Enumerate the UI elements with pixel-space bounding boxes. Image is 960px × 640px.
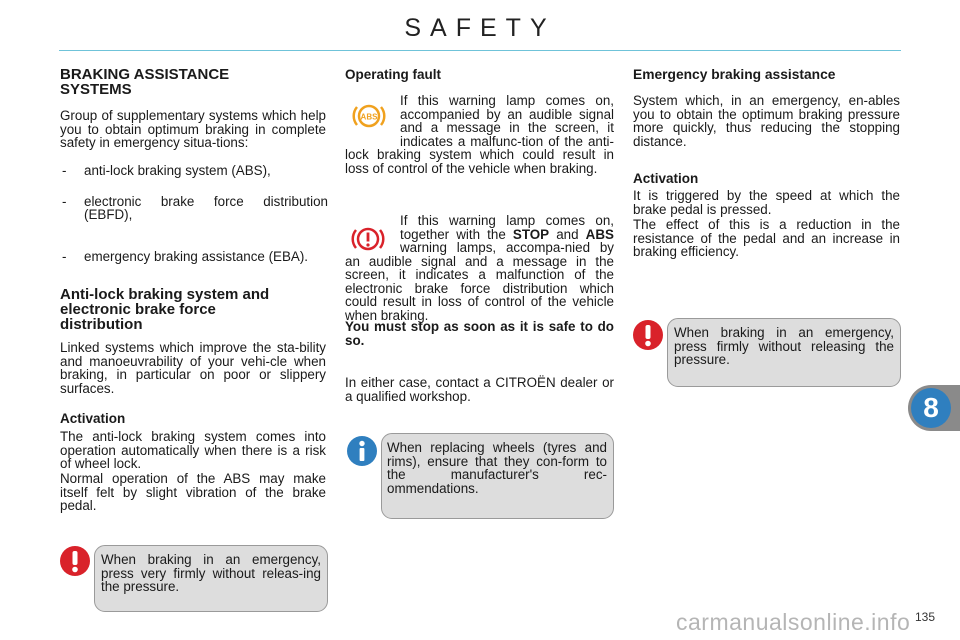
warning-icon (60, 546, 90, 576)
section-heading-emergency-braking: Emergency braking assistance (633, 67, 836, 82)
braking-assistance-intro: Group of supplementary systems which help you to obtain optimum braking in complete safety in emergency situa-tions: (60, 108, 326, 150)
emergency-braking-warning-box (94, 545, 328, 612)
section-heading-braking-assistance: BRAKING ASSISTANCE SYSTEMS (60, 66, 230, 98)
abs-lamp-word: ABS (585, 226, 614, 242)
must-stop-text: You must stop as soon as it is safe to do so. (345, 319, 614, 348)
section-heading-abs-ebfd: Anti-lock braking system and electronic brake force distribution (60, 286, 270, 333)
contact-dealer-text: In either case, contact a CITROËN dealer or a qualified workshop. (345, 375, 614, 404)
abs-vibration-text: Normal operation of the ABS may make itself felt by slight vibration of the brake pedal. (60, 471, 326, 513)
fault2-and: and (556, 226, 579, 242)
info-icon (347, 436, 377, 466)
stop-lamp-word: STOP (512, 226, 550, 242)
fault1-body: If this warning lamp comes on, accompanied by an audible signal and a message in the screen, it indicates a malfunc-tion of the anti-lock braking system which could result in loss of control of the vehicle when braking. (345, 93, 614, 176)
abs-lamp-label: ABS (360, 112, 378, 122)
fault1-text (345, 94, 614, 175)
warning-icon (633, 320, 663, 350)
watermark: carmanualsonline.info (676, 609, 911, 635)
fault2-intro: If this warning lamp comes on, together with the (400, 213, 614, 242)
float-spacer (345, 214, 400, 254)
operating-fault-label: Operating fault (345, 67, 442, 82)
page-number: 135 (915, 610, 936, 624)
warning-box-text: When braking in an emergency, press very firmly without releas-ing the pressure. (101, 552, 321, 594)
chapter-number: 8 (911, 388, 951, 428)
list-item: - anti-lock braking system (ABS), (62, 163, 271, 178)
header-divider (59, 50, 901, 51)
abs-ebfd-description: Linked systems which improve the sta-bility and manoeuvrability of your vehi-cle when braking, in particular on poor or slippery surfaces. (60, 340, 326, 396)
fault2-text (345, 214, 614, 322)
eba-warning-box (667, 318, 901, 387)
float-spacer (345, 94, 400, 148)
list-item-abs: anti-lock braking system (ABS), (84, 163, 271, 178)
emergency-braking-intro: System which, in an emergency, en-ables you to obtain the optimum braking pressure more quickly, thus reducing the stopping distance. (633, 93, 900, 149)
wheel-replacement-info-box (381, 433, 614, 519)
abs-activation-text: The anti-lock braking system comes into operation automatically when there is a risk of wheel lock. (60, 429, 326, 471)
eba-warning-box-text: When braking in an emergency, press firmly without releasing the pressure. (674, 325, 894, 367)
activation-label: Activation (60, 411, 126, 426)
eba-effect-text: The effect of this is a reduction in the resistance of the pedal and an increase in braking efficiency. (633, 217, 900, 259)
eba-activation-text: It is triggered by the speed at which the brake pedal is pressed. (633, 188, 900, 217)
list-item: - emergency braking assistance (EBA). (62, 248, 309, 264)
chapter-tab[interactable] (908, 385, 960, 431)
page-title: SAFETY (404, 14, 556, 42)
activation-label-eba: Activation (633, 171, 699, 186)
fault2-body: warning lamps, accompa-nied by an audible signal and a message in the screen, it indicates a malfunction of the electronic brake force distribution which could result in loss of control of the vehicle when braking. (345, 240, 614, 323)
info-box-text: When replacing wheels (tyres and rims), ensure that they con-form to the manufacturer's rec-ommendations. (387, 440, 607, 496)
list-item-ebfd: electronic brake force distribution (EBFD), (84, 193, 328, 222)
list-item-eba: emergency braking assistance (EBA). (84, 248, 309, 264)
list-item: - electronic brake force distribution (EBFD), (62, 193, 328, 222)
